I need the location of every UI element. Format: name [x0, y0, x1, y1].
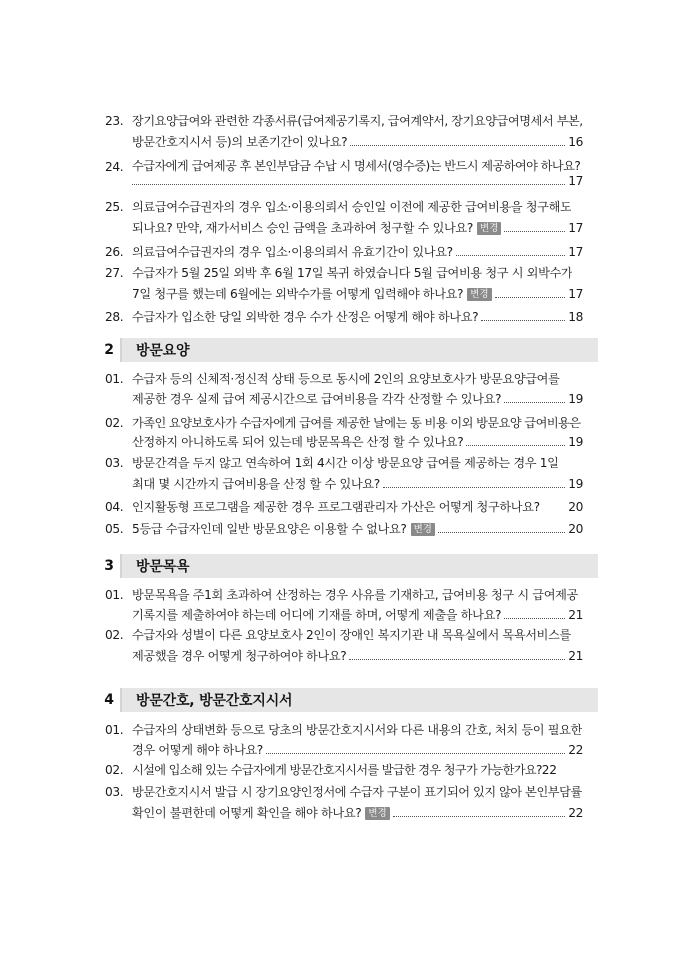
page-number: 21 [568, 608, 583, 622]
entry-number: 01. [105, 372, 124, 386]
entry-text: 시설에 입소해 있는 수급자에게 방문간호지시서를 발급한 경우 청구가 가능한가요? [132, 763, 542, 777]
page-number: 19 [568, 477, 583, 491]
section-number: 2 [98, 338, 122, 362]
toc-entry[interactable] [0, 113, 686, 159]
entry-number: 28. [105, 310, 124, 324]
entry-number: 25. [105, 200, 124, 214]
toc-entry[interactable] [0, 784, 686, 828]
entry-text: 수급자가 입소한 당일 외박한 경우 수가 산정은 어떻게 해야 하나요? [132, 310, 479, 324]
toc-group-1 [0, 113, 686, 328]
section-title: 방문간호, 방문간호지시서 [136, 693, 293, 709]
changed-badge: 변경 [467, 288, 491, 301]
entry-text: 인지활동형 프로그램을 제공한 경우 프로그램관리자 가산은 어떻게 청구하나요? [132, 500, 540, 514]
changed-badge: 변경 [411, 523, 435, 536]
dot-leader [495, 297, 566, 298]
section-number: 4 [98, 688, 122, 712]
entry-text: 수급자에게 급여제공 후 본인부담금 수납 시 명세서(영수증)는 반드시 제공하여야 하나요? [132, 159, 581, 173]
entry-text: 제공했을 경우 어떻게 청구하여야 하나요? [132, 649, 347, 663]
entry-text: 의료급여수급권자의 경우 입소·이용의뢰서 승인일 이전에 제공한 급여비용을 청구해도 [132, 200, 572, 214]
dot-leader [466, 445, 565, 446]
changed-badge: 변경 [365, 807, 389, 820]
entry-text: 제공한 경우 실제 급여 제공시간으로 급여비용을 각각 산정할 수 있나요? [132, 392, 502, 406]
entry-text: 방문간호지시서 등)의 보존기간이 있나요? [132, 135, 348, 149]
entry-number: 04. [105, 500, 124, 514]
entry-text: 기록지를 제출하여야 하는데 어디에 기재를 하며, 어떻게 제출을 하나요? [132, 608, 502, 622]
page-number: 22 [568, 806, 583, 820]
page-number: 17 [568, 287, 583, 301]
page-number: 20 [568, 500, 583, 514]
page-number: 17 [568, 221, 583, 235]
section-title: 방문요양 [136, 343, 190, 359]
entry-text: 가족인 요양보호사가 수급자에게 급여를 제공한 날에는 동 비용 이외 방문요양 급여비용은 [132, 416, 581, 430]
section-title: 방문목욕 [136, 559, 190, 575]
entry-text: 수급자 등의 신체적·정신적 상태 등으로 동시에 2인의 요양보호사가 방문요양급여를 [132, 372, 560, 386]
dot-leader [132, 184, 565, 185]
dot-leader [504, 231, 565, 232]
toc-entry[interactable] [0, 242, 686, 264]
page-number: 19 [568, 435, 583, 449]
entry-number: 23. [105, 114, 124, 128]
page-number: 20 [568, 522, 583, 536]
changed-badge: 변경 [477, 222, 501, 235]
toc-entry[interactable] [0, 627, 686, 671]
entry-text: 수급자가 5월 25일 외박 후 6월 17일 복귀 하였습니다 5월 급여비용 청구 시 외박수가 [132, 266, 573, 280]
entry-text: 장기요양급여와 관련한 각종서류(급여제공기록지, 급여계약서, 장기요양급여명세서 부본, [132, 114, 583, 128]
toc-entry[interactable] [0, 415, 686, 455]
entry-text: 의료급여수급권자의 경우 입소·이용의뢰서 유효기간이 있나요? [132, 245, 453, 259]
dot-leader [350, 145, 565, 146]
dot-leader [266, 753, 565, 754]
section-header[interactable] [98, 338, 598, 362]
entry-text: 경우 어떻게 해야 하나요? [132, 743, 263, 757]
toc-entry[interactable] [0, 159, 686, 196]
entry-number: 03. [105, 456, 124, 470]
toc-entry[interactable] [0, 455, 686, 499]
toc-entry[interactable] [0, 264, 686, 306]
entry-text: 최대 몇 시간까지 급여비용을 산정 할 수 있나요? [132, 477, 380, 491]
page-number: 17 [568, 245, 583, 259]
page-number: 19 [568, 392, 583, 406]
toc-entry[interactable] [0, 587, 686, 627]
toc-group-4 [0, 722, 686, 828]
entry-number: 02. [105, 628, 124, 642]
page-number: 18 [568, 310, 583, 324]
entry-text: 산정하지 아니하도록 되어 있는데 방문목욕은 산정 할 수 있나요? [132, 435, 464, 449]
entry-text: 방문간격을 두지 않고 연속하여 1회 4시간 이상 방문요양 급여를 제공하는 경우 1일 [132, 456, 559, 470]
toc-entry[interactable] [0, 521, 686, 543]
entry-text: 방문간호지시서 발급 시 장기요양인정서에 수급자 구분이 표기되어 있지 않아 본인부담률 [132, 785, 582, 799]
entry-number: 03. [105, 785, 124, 799]
dot-leader [383, 487, 565, 488]
entry-text: 되나요? 만약, 재가서비스 승인 금액을 초과하여 청구할 수 있나요? [132, 221, 473, 235]
dot-leader [504, 618, 565, 619]
toc-group-3 [0, 587, 686, 671]
entry-number: 01. [105, 588, 124, 602]
dot-leader [393, 816, 565, 817]
dot-leader [456, 255, 565, 256]
section-header[interactable] [98, 688, 598, 712]
entry-text: 수급자의 상태변화 등으로 당초의 방문간호지시서와 다른 내용의 간호, 처치 등이 필요한 [132, 723, 582, 737]
page-number: 16 [568, 135, 583, 149]
entry-number: 05. [105, 522, 124, 536]
entry-number: 02. [105, 416, 124, 430]
dot-leader [438, 532, 565, 533]
dot-leader [349, 659, 565, 660]
page-number: 21 [568, 649, 583, 663]
entry-text: 7일 청구를 했는데 6월에는 외박수가를 어떻게 입력해야 하나요? [132, 287, 464, 301]
dot-leader [481, 320, 565, 321]
toc-entry[interactable] [0, 196, 686, 242]
toc-entry[interactable] [0, 722, 686, 762]
entry-text: 방문목욕을 주1회 초과하여 산정하는 경우 사유를 기재하고, 급여비용 청구 시 급여제공 [132, 588, 578, 602]
section-header[interactable] [98, 554, 598, 578]
entry-text: 수급자와 성별이 다른 요양보호사 2인이 장애인 복지기관 내 목욕실에서 목욕서비스를 [132, 628, 571, 642]
entry-text: 5등급 수급자인데 일반 방문요양은 이용할 수 없나요? [132, 522, 407, 536]
dot-leader [543, 510, 565, 511]
toc-entry[interactable] [0, 306, 686, 328]
section-number: 3 [98, 554, 122, 578]
dot-leader [504, 402, 565, 403]
entry-number: 24. [105, 160, 124, 174]
page-number: 22 [568, 743, 583, 757]
entry-number: 27. [105, 266, 124, 280]
entry-text: 확인이 불편한데 어떻게 확인을 해야 하나요? [132, 806, 362, 820]
toc-entry[interactable] [0, 762, 686, 784]
entry-number: 26. [105, 245, 124, 259]
entry-number: 01. [105, 723, 124, 737]
entry-number: 02. [105, 763, 124, 777]
page-number: 17 [568, 174, 583, 188]
page-number: 22 [541, 763, 557, 777]
toc-entry[interactable] [0, 499, 686, 521]
toc-group-2 [0, 371, 686, 543]
toc-entry[interactable] [0, 371, 686, 415]
